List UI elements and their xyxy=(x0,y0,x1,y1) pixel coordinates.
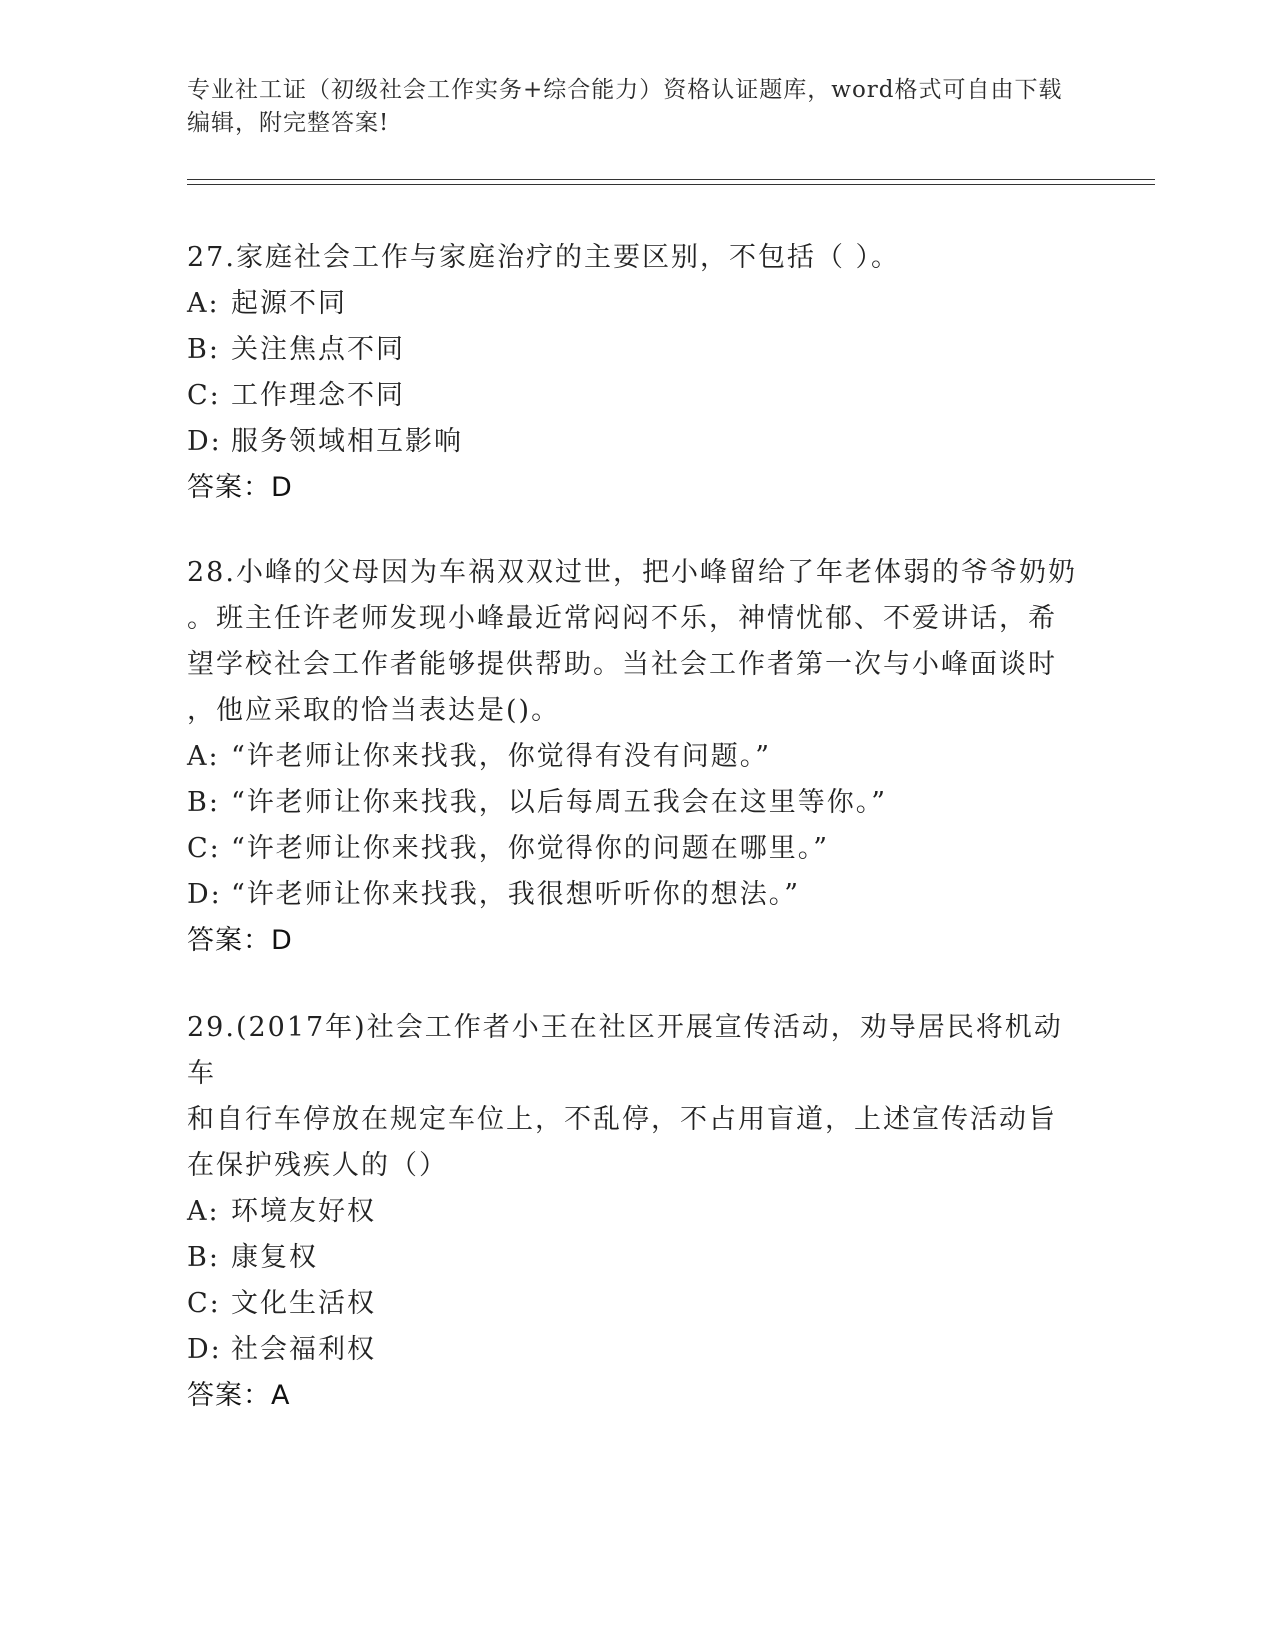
option-d xyxy=(187,872,1087,918)
option-letter: D: xyxy=(187,1334,222,1365)
question-stem-line-1: 28.小峰的父母因为车祸双双过世，把小峰留给了年老体弱的爷爷奶奶 xyxy=(187,557,1077,588)
question-stem-line-2: 。班主任许老师发现小峰最近常闷闷不乐，神情忧郁、不爱讲话，希 xyxy=(187,603,1057,634)
option-d xyxy=(187,1327,1087,1373)
option-letter: A: xyxy=(187,1196,220,1227)
header-line-2: 编辑，附完整答案! xyxy=(187,110,390,136)
question-stem-line-2: 和自行车停放在规定车位上，不乱停，不占用盲道，上述宣传活动旨 xyxy=(187,1104,1057,1135)
option-c xyxy=(187,373,1087,419)
question-27 xyxy=(187,235,1087,511)
question-stem: 27.家庭社会工作与家庭治疗的主要区别，不包括（ ）。 xyxy=(187,242,901,273)
question-29 xyxy=(187,1005,1087,1419)
header-divider-bottom xyxy=(187,184,1155,185)
option-a xyxy=(187,281,1087,327)
option-c xyxy=(187,1281,1087,1327)
option-b xyxy=(187,780,1087,826)
option-letter: C: xyxy=(187,833,221,864)
option-text: 文化生活权 xyxy=(231,1288,376,1319)
option-d xyxy=(187,419,1087,465)
option-b xyxy=(187,1235,1087,1281)
header-line-1: 专业社工证（初级社会工作实务+综合能力）资格认证题库，word格式可自由下载 xyxy=(187,77,1063,103)
option-letter: D: xyxy=(187,426,222,457)
option-text: 关注焦点不同 xyxy=(231,334,405,365)
option-text: “许老师让你来找我，我很想听听你的想法。” xyxy=(231,879,801,910)
question-stem-line-1: 29.(2017年)社会工作者小王在社区开展宣传活动，劝导居民将机动车 xyxy=(187,1012,1063,1089)
option-text: “许老师让你来找我，你觉得你的问题在哪里。” xyxy=(231,833,830,864)
option-text: 起源不同 xyxy=(231,288,347,319)
question-stem-line-3: 在保护残疾人的（） xyxy=(187,1150,448,1181)
option-text: “许老师让你来找我，你觉得有没有问题。” xyxy=(231,741,772,772)
header-divider-top xyxy=(187,179,1155,180)
option-letter: A: xyxy=(187,741,220,772)
option-letter: D: xyxy=(187,879,222,910)
option-text: 康复权 xyxy=(231,1242,318,1273)
option-letter: C: xyxy=(187,380,221,411)
question-stem-line-3: 望学校社会工作者能够提供帮助。当社会工作者第一次与小峰面谈时 xyxy=(187,649,1057,680)
document-header xyxy=(187,74,1087,140)
option-a xyxy=(187,1189,1087,1235)
question-stem-line-4: ，他应采取的恰当表达是()。 xyxy=(187,695,561,726)
option-text: 社会福利权 xyxy=(231,1334,376,1365)
option-letter: B: xyxy=(187,334,220,365)
option-letter: A: xyxy=(187,288,220,319)
answer-line: 答案：A xyxy=(187,1380,291,1411)
option-a xyxy=(187,734,1087,780)
option-letter: B: xyxy=(187,1242,220,1273)
option-letter: B: xyxy=(187,787,220,818)
answer-line: 答案：D xyxy=(187,925,293,956)
question-28 xyxy=(187,550,1087,964)
answer-line: 答案：D xyxy=(187,472,293,503)
option-text: 环境友好权 xyxy=(231,1196,376,1227)
option-text: 服务领域相互影响 xyxy=(231,426,463,457)
option-letter: C: xyxy=(187,1288,221,1319)
option-text: 工作理念不同 xyxy=(231,380,405,411)
option-b xyxy=(187,327,1087,373)
option-c xyxy=(187,826,1087,872)
option-text: “许老师让你来找我，以后每周五我会在这里等你。” xyxy=(231,787,888,818)
